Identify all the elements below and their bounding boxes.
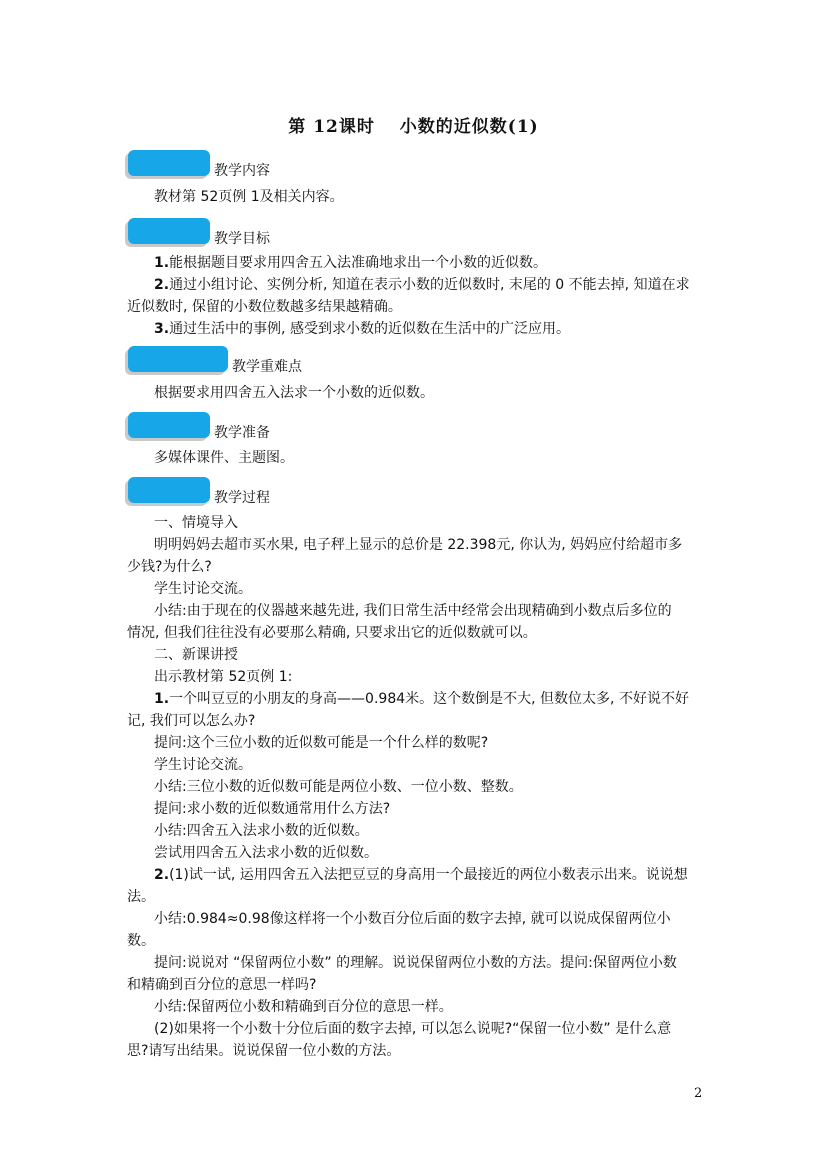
process-line: 和精确到百分位的意思一样吗? (127, 977, 317, 993)
section-header-preparation (128, 412, 288, 446)
section-header-key-points (128, 346, 308, 380)
page-title: 第 12课时 小数的近似数(1) (288, 117, 539, 137)
process-line: 学生讨论交流。 (154, 581, 252, 597)
process-line: 提问:说说对 “保留两位小数” 的理解。说说保留两位小数的方法。提问:保留两位小数 (154, 955, 677, 971)
process-line: (2)如果将一个小数十分位后面的数字去掉, 可以怎么说呢?“保留一位小数” 是什么意 (154, 1021, 672, 1037)
process-line: 2.(1)试一试, 运用四舍五入法把豆豆的身高用一个最接近的两位小数表示出来。说说想 (154, 867, 688, 883)
goal-item-2-cont: 近似数时, 保留的小数位数越多结果越精确。 (127, 299, 402, 315)
process-line: 小结:0.984≈0.98像这样将一个小数百分位后面的数字去掉, 就可以说成保留两位小 (154, 911, 671, 927)
process-line: 提问:求小数的近似数通常用什么方法? (154, 801, 391, 817)
process-line: 小结:由于现在的仪器越来越先进, 我们日常生活中经常会出现精确到小数点后多位的 (154, 603, 672, 619)
process-line: 记, 我们可以怎么办? (127, 713, 256, 729)
process-line: 小结:三位小数的近似数可能是两位小数、一位小数、整数。 (154, 779, 523, 795)
process-line: 小结:四舍五入法求小数的近似数。 (154, 823, 369, 839)
process-line: 小结:保留两位小数和精确到百分位的意思一样。 (154, 999, 453, 1015)
process-line: 法。 (127, 889, 155, 905)
section-label: 教学准备 (214, 425, 270, 441)
process-line: 尝试用四舍五入法求小数的近似数。 (154, 845, 378, 861)
process-line: 提问:这个三位小数的近似数可能是一个什么样的数呢? (154, 735, 489, 751)
process-line: 思?请写出结果。说说保留一位小数的方法。 (127, 1043, 401, 1059)
section-marker (128, 346, 228, 372)
section-marker (128, 150, 210, 176)
goal-item-3: 3.通过生活中的事例, 感受到求小数的近似数在生活中的广泛应用。 (154, 321, 570, 337)
section-marker (128, 218, 210, 244)
section-marker (128, 477, 210, 503)
key-points-text: 根据要求用四舍五入法求一个小数的近似数。 (154, 385, 434, 401)
process-line: 情况, 但我们往往没有必要那么精确, 只要求出它的近似数就可以。 (127, 625, 537, 641)
section-label: 教学目标 (214, 231, 270, 247)
process-line: 学生讨论交流。 (154, 757, 252, 773)
process-line: 数。 (127, 933, 155, 949)
preparation-text: 多媒体课件、主题图。 (154, 450, 294, 466)
page-number: 2 (694, 1086, 703, 1101)
process-line: 少钱?为什么? (127, 559, 212, 575)
section-header-process (128, 477, 288, 511)
process-line: 明明妈妈去超市买水果, 电子秤上显示的总价是 22.398元, 你认为, 妈妈应付给超市多 (154, 537, 683, 553)
goal-item-1: 1.能根据题目要求用四舍五入法准确地求出一个小数的近似数。 (154, 255, 548, 271)
goal-item-2: 2.通过小组讨论、实例分析, 知道在表示小数的近似数时, 末尾的 0 不能去掉, 知道在求 (154, 277, 690, 293)
process-line: 出示教材第 52页例 1: (154, 669, 293, 685)
content-text: 教材第 52页例 1及相关内容。 (154, 189, 344, 205)
section-header-content (128, 150, 288, 184)
section-marker (128, 412, 210, 438)
section-label: 教学重难点 (232, 359, 302, 375)
process-line: 1.一个叫豆豆的小朋友的身高——0.984米。这个数倒是不大, 但数位太多, 不好说不好 (154, 691, 689, 707)
process-line: 二、新课讲授 (154, 647, 238, 663)
section-header-goals (128, 218, 288, 252)
section-label: 教学内容 (214, 163, 270, 179)
section-label: 教学过程 (214, 490, 270, 506)
process-line: 一、情境导入 (154, 515, 238, 531)
